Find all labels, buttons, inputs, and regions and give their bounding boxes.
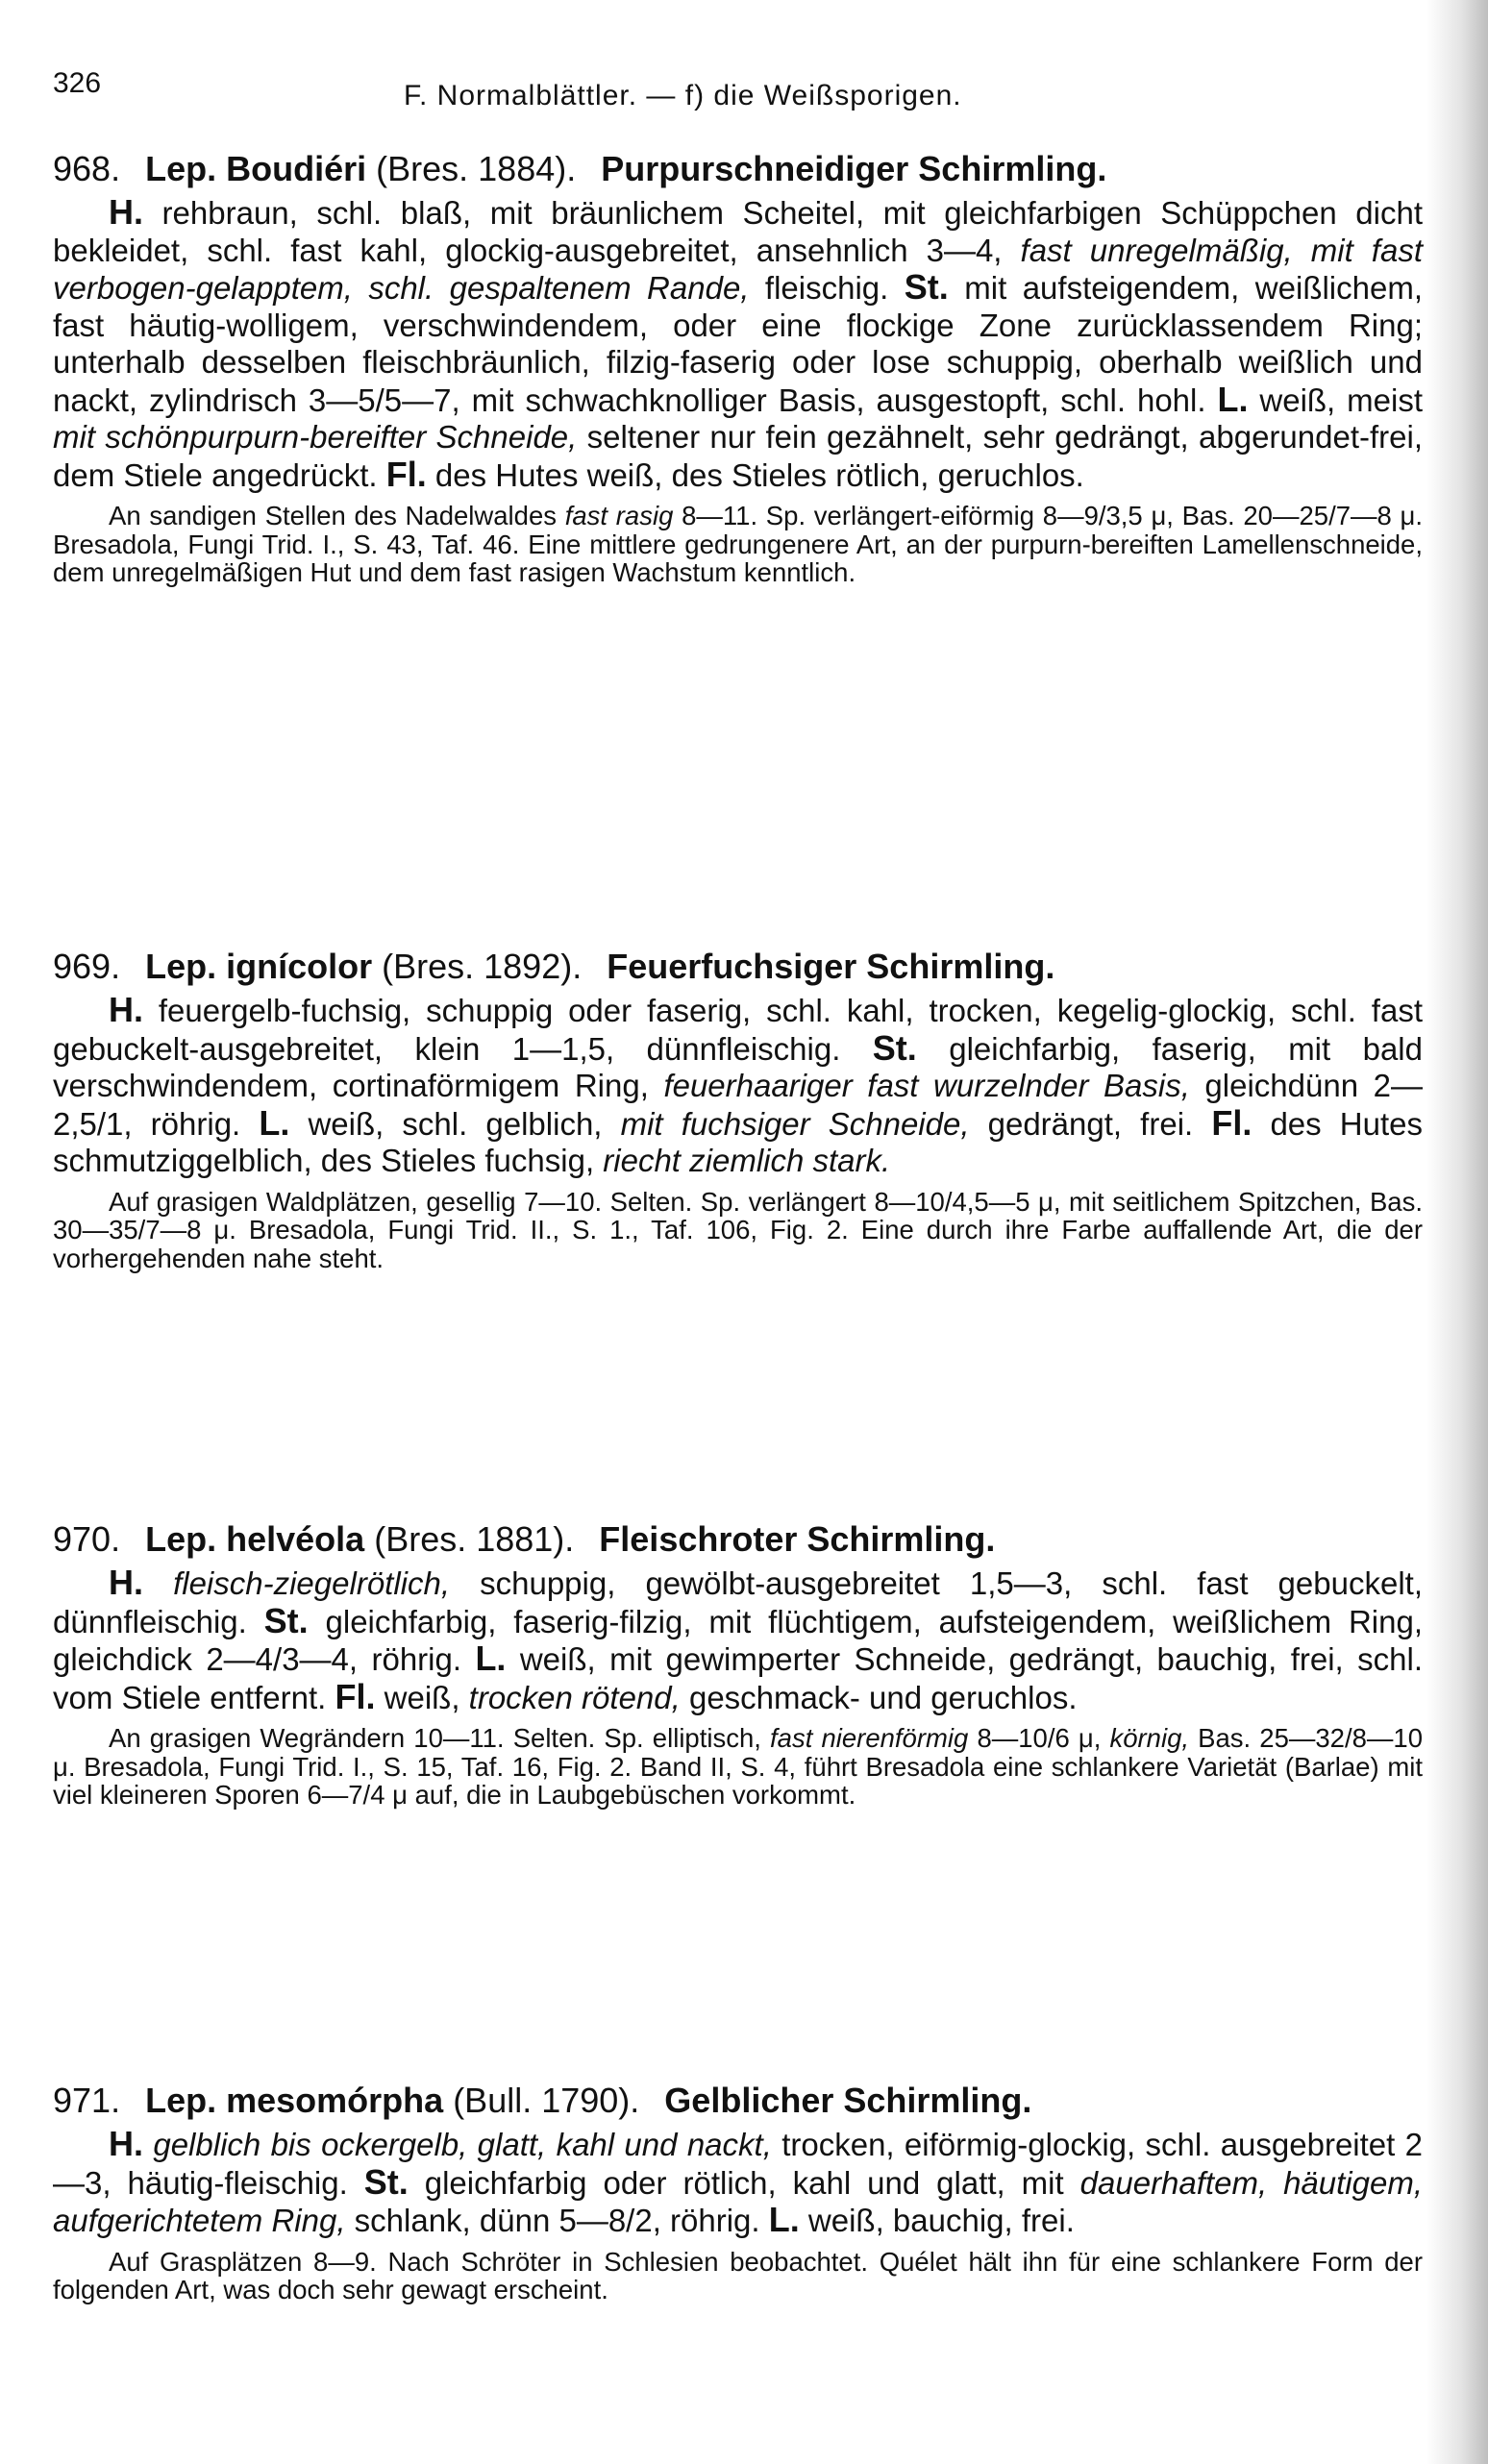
- section-marker: Fl.: [335, 1676, 376, 1716]
- text-run: gleichfarbig, faserig-filzig, mit flüchtigem, aufsteigendem, weißlichem Ring, gleichdick 2—4/3—4, röhrig.: [53, 1603, 1423, 1677]
- text-run: 8—11. Sp. verlängert-eiförmig 8—9/3,5 μ, Bas. 20—25/7—8 μ. Bresadola, Fungi Trid. I., S. 43, Taf. 46. Eine mittlere gedrungenere Art, an der purpurn-bereiften Lamellenschneide, dem unregelmäßigen Hut und dem fast rasigen Wachstum kenntlich.: [53, 501, 1424, 587]
- text-run: [143, 1565, 173, 1601]
- section-marker: L.: [768, 2200, 800, 2239]
- entry-note: [53, 502, 1423, 587]
- section-marker: L.: [1217, 379, 1249, 419]
- entry-authority: (Bres. 1881).: [374, 1519, 575, 1559]
- entry-genus: Lep.: [145, 1519, 217, 1559]
- section-marker: St.: [263, 1600, 309, 1640]
- section-marker: St.: [872, 1027, 917, 1068]
- text-run: mit aufsteigendem, weißlichem, fast häutig-wolligem, verschwindendem, oder eine flockige Zone zurücklassendem Ring; unterhalb desselben fleischbräunlich, filzig-faserig oder lose schuppig, oberhalb weißlich und nackt, zylindrisch 3—5/5—7, mit schwachknolliger Basis, ausgestopft, schl. hohl.: [53, 270, 1423, 418]
- entry-genus: Lep.: [145, 2081, 217, 2120]
- italic-phrase: gelblich bis ockergelb, glatt, kahl und nackt,: [153, 2127, 772, 2162]
- entry-number: 969.: [53, 947, 121, 986]
- text-run: gleichdünn 2—2,5/1, röhrig.: [53, 1068, 1423, 1142]
- text-run: gedrängt, frei.: [969, 1105, 1212, 1142]
- text-run: schuppig, gewölbt-ausgebreitet 1,5—3, schl. fast gebuckelt, dünnfleischig.: [53, 1565, 1423, 1639]
- section-marker: L.: [475, 1639, 507, 1678]
- entry-genus: Lep.: [145, 149, 217, 188]
- entry-description: [53, 992, 1423, 1180]
- entry-heading: [53, 2078, 1423, 2124]
- section-marker: H.: [109, 1563, 143, 1602]
- text-run: fleischig.: [749, 270, 905, 306]
- entry-description: [53, 1565, 1423, 1716]
- text-run: Bas. 25—32/8—10 μ. Bresadola, Fungi Trid. I., S. 15, Taf. 16, Fig. 2. Band II, S. 4, führt Bresadola eine schlankere Varietät (Barlae) mit viel kleineren Sporen 6—7/4 μ auf, die in Laubgebüschen vorkommt.: [53, 1723, 1423, 1810]
- entry-authority: (Bres. 1884).: [376, 149, 577, 188]
- italic-phrase: trocken rötend,: [468, 1679, 681, 1715]
- species-entry-971: [53, 2078, 1423, 2304]
- text-run: weiß, schl. gelblich,: [289, 1105, 621, 1142]
- entry-authority: (Bull. 1790).: [453, 2081, 640, 2120]
- text-run: weiß,: [375, 1679, 469, 1715]
- section-marker: St.: [904, 267, 949, 307]
- entry-species: mesomórpha: [226, 2081, 444, 2120]
- text-run: geschmack- und geruchlos.: [680, 1679, 1078, 1715]
- italic-phrase: fast rasig: [564, 501, 674, 530]
- entry-heading: [53, 146, 1423, 192]
- entry-heading: [53, 1516, 1423, 1563]
- text-run: 8—10/6 μ,: [968, 1723, 1110, 1753]
- text-run: schlank, dünn 5—8/2, röhrig.: [345, 2203, 769, 2238]
- entry-number: 970.: [53, 1519, 121, 1559]
- text-run: rehbraun, schl. blaß, mit bräunlichem Scheitel, mit gleichfarbigen Schüppchen dicht bekleidet, schl. fast kahl, glockig-ausgebreitet, ansehnlich 3—4,: [53, 195, 1423, 268]
- entry-german-name: Feuerfuchsiger Schirmling.: [607, 947, 1055, 986]
- entry-species: helvéola: [226, 1519, 365, 1559]
- running-header: [53, 67, 1370, 115]
- italic-phrase: riecht ziemlich stark.: [603, 1143, 891, 1178]
- page-number: 326: [53, 67, 102, 99]
- text-run: Auf grasigen Waldplätzen, gesellig 7—10. Selten. Sp. verlängert 8—10/4,5—5 μ, mit seitlichem Spitzchen, Bas. 30—35/7—8 μ. Bresadola, Fungi Trid. II., S. 1., Taf. 106, Fig. 2. Eine durch ihre Farbe auffallende Art, die der vorhergehenden nahe steht.: [53, 1186, 1423, 1273]
- entry-german-name: Gelblicher Schirmling.: [664, 2081, 1032, 2120]
- text-run: trocken, eiförmig-glockig, schl. ausgebreitet 2—3, häutig-fleischig.: [53, 2127, 1424, 2201]
- entry-species: ignícolor: [226, 947, 373, 986]
- entry-note: [53, 1188, 1423, 1273]
- italic-phrase: mit schönpurpurn-bereifter Schneide,: [53, 419, 578, 455]
- italic-phrase: dauerhaftem, häutigem, aufgerichtetem Ring,: [53, 2164, 1424, 2238]
- entry-description: [53, 2126, 1423, 2240]
- entry-genus: Lep.: [145, 947, 217, 986]
- entry-description: [53, 194, 1423, 494]
- running-title: F. Normalblättler. — f) die Weißsporigen.: [404, 80, 962, 111]
- entry-species: Boudiéri: [226, 149, 367, 188]
- section-marker: St.: [363, 2161, 409, 2202]
- entry-heading: [53, 944, 1423, 990]
- italic-phrase: fleisch-ziegelrötlich,: [173, 1565, 451, 1601]
- text-run: des Hutes weiß, des Stieles rötlich, geruchlos.: [426, 456, 1084, 493]
- text-run: gleichfarbig oder rötlich, kahl und glatt, mit: [408, 2164, 1080, 2201]
- text-run: weiß, mit gewimperter Schneide, gedrängt, bauchig, frei, schl. vom Stiele entfernt.: [53, 1641, 1423, 1715]
- entry-number: 971.: [53, 2081, 121, 2120]
- italic-phrase: mit fuchsiger Schneide,: [620, 1105, 970, 1142]
- section-marker: Fl.: [385, 454, 427, 494]
- species-entry-970: [53, 1516, 1423, 1810]
- entry-german-name: Purpurschneidiger Schirmling.: [601, 149, 1107, 188]
- entry-note: [53, 2248, 1423, 2304]
- text-run: des Hutes schmutziggelblich, des Stieles fuchsig,: [53, 1105, 1423, 1178]
- species-entry-969: [53, 944, 1423, 1272]
- section-marker: L.: [259, 1102, 290, 1143]
- scan-shadow-edge: [1426, 0, 1488, 2464]
- text-run: feuergelb-fuchsig, schuppig oder faserig, schl. kahl, trocken, kegelig-glockig, schl. fast gebuckelt-ausgebreitet, klein 1—1,5, dünnfleischig.: [53, 993, 1423, 1067]
- entry-note: [53, 1724, 1423, 1810]
- italic-phrase: fast nierenförmig: [770, 1723, 969, 1753]
- entry-german-name: Fleischroter Schirmling.: [599, 1519, 996, 1559]
- text-run: seltener nur fein gezähnelt, sehr gedrängt, abgerundet-frei, dem Stiele angedrückt.: [53, 419, 1424, 493]
- section-marker: H.: [109, 990, 143, 1029]
- text-run: An grasigen Wegrändern 10—11. Selten. Sp. elliptisch,: [109, 1723, 771, 1753]
- italic-phrase: körnig,: [1109, 1723, 1190, 1753]
- section-marker: Fl.: [1211, 1102, 1252, 1143]
- text-run: gleichfarbig, faserig, mit bald verschwindendem, cortinaförmigem Ring,: [53, 1030, 1423, 1103]
- italic-phrase: fast unregelmäßig, mit fast verbogen-gelapptem, schl. gespaltenem Rande,: [53, 232, 1423, 306]
- entry-authority: (Bres. 1892).: [382, 947, 583, 986]
- entry-number: 968.: [53, 149, 121, 188]
- text-run: [143, 2127, 153, 2162]
- section-marker: H.: [109, 192, 143, 232]
- text-run: An sandigen Stellen des Nadelwaldes: [109, 501, 565, 530]
- italic-phrase: feuerhaariger fast wurzelnder Basis,: [663, 1068, 1190, 1103]
- species-entry-968: [53, 146, 1423, 587]
- section-marker: H.: [109, 2124, 143, 2163]
- text-run: Auf Grasplätzen 8—9. Nach Schröter in Schlesien beobachtet. Quélet hält ihn für eine schlankere Form der folgenden Art, was doch sehr gewagt erscheint.: [53, 2246, 1423, 2304]
- text-run: weiß, meist: [1248, 382, 1423, 418]
- text-run: weiß, bauchig, frei.: [799, 2203, 1075, 2238]
